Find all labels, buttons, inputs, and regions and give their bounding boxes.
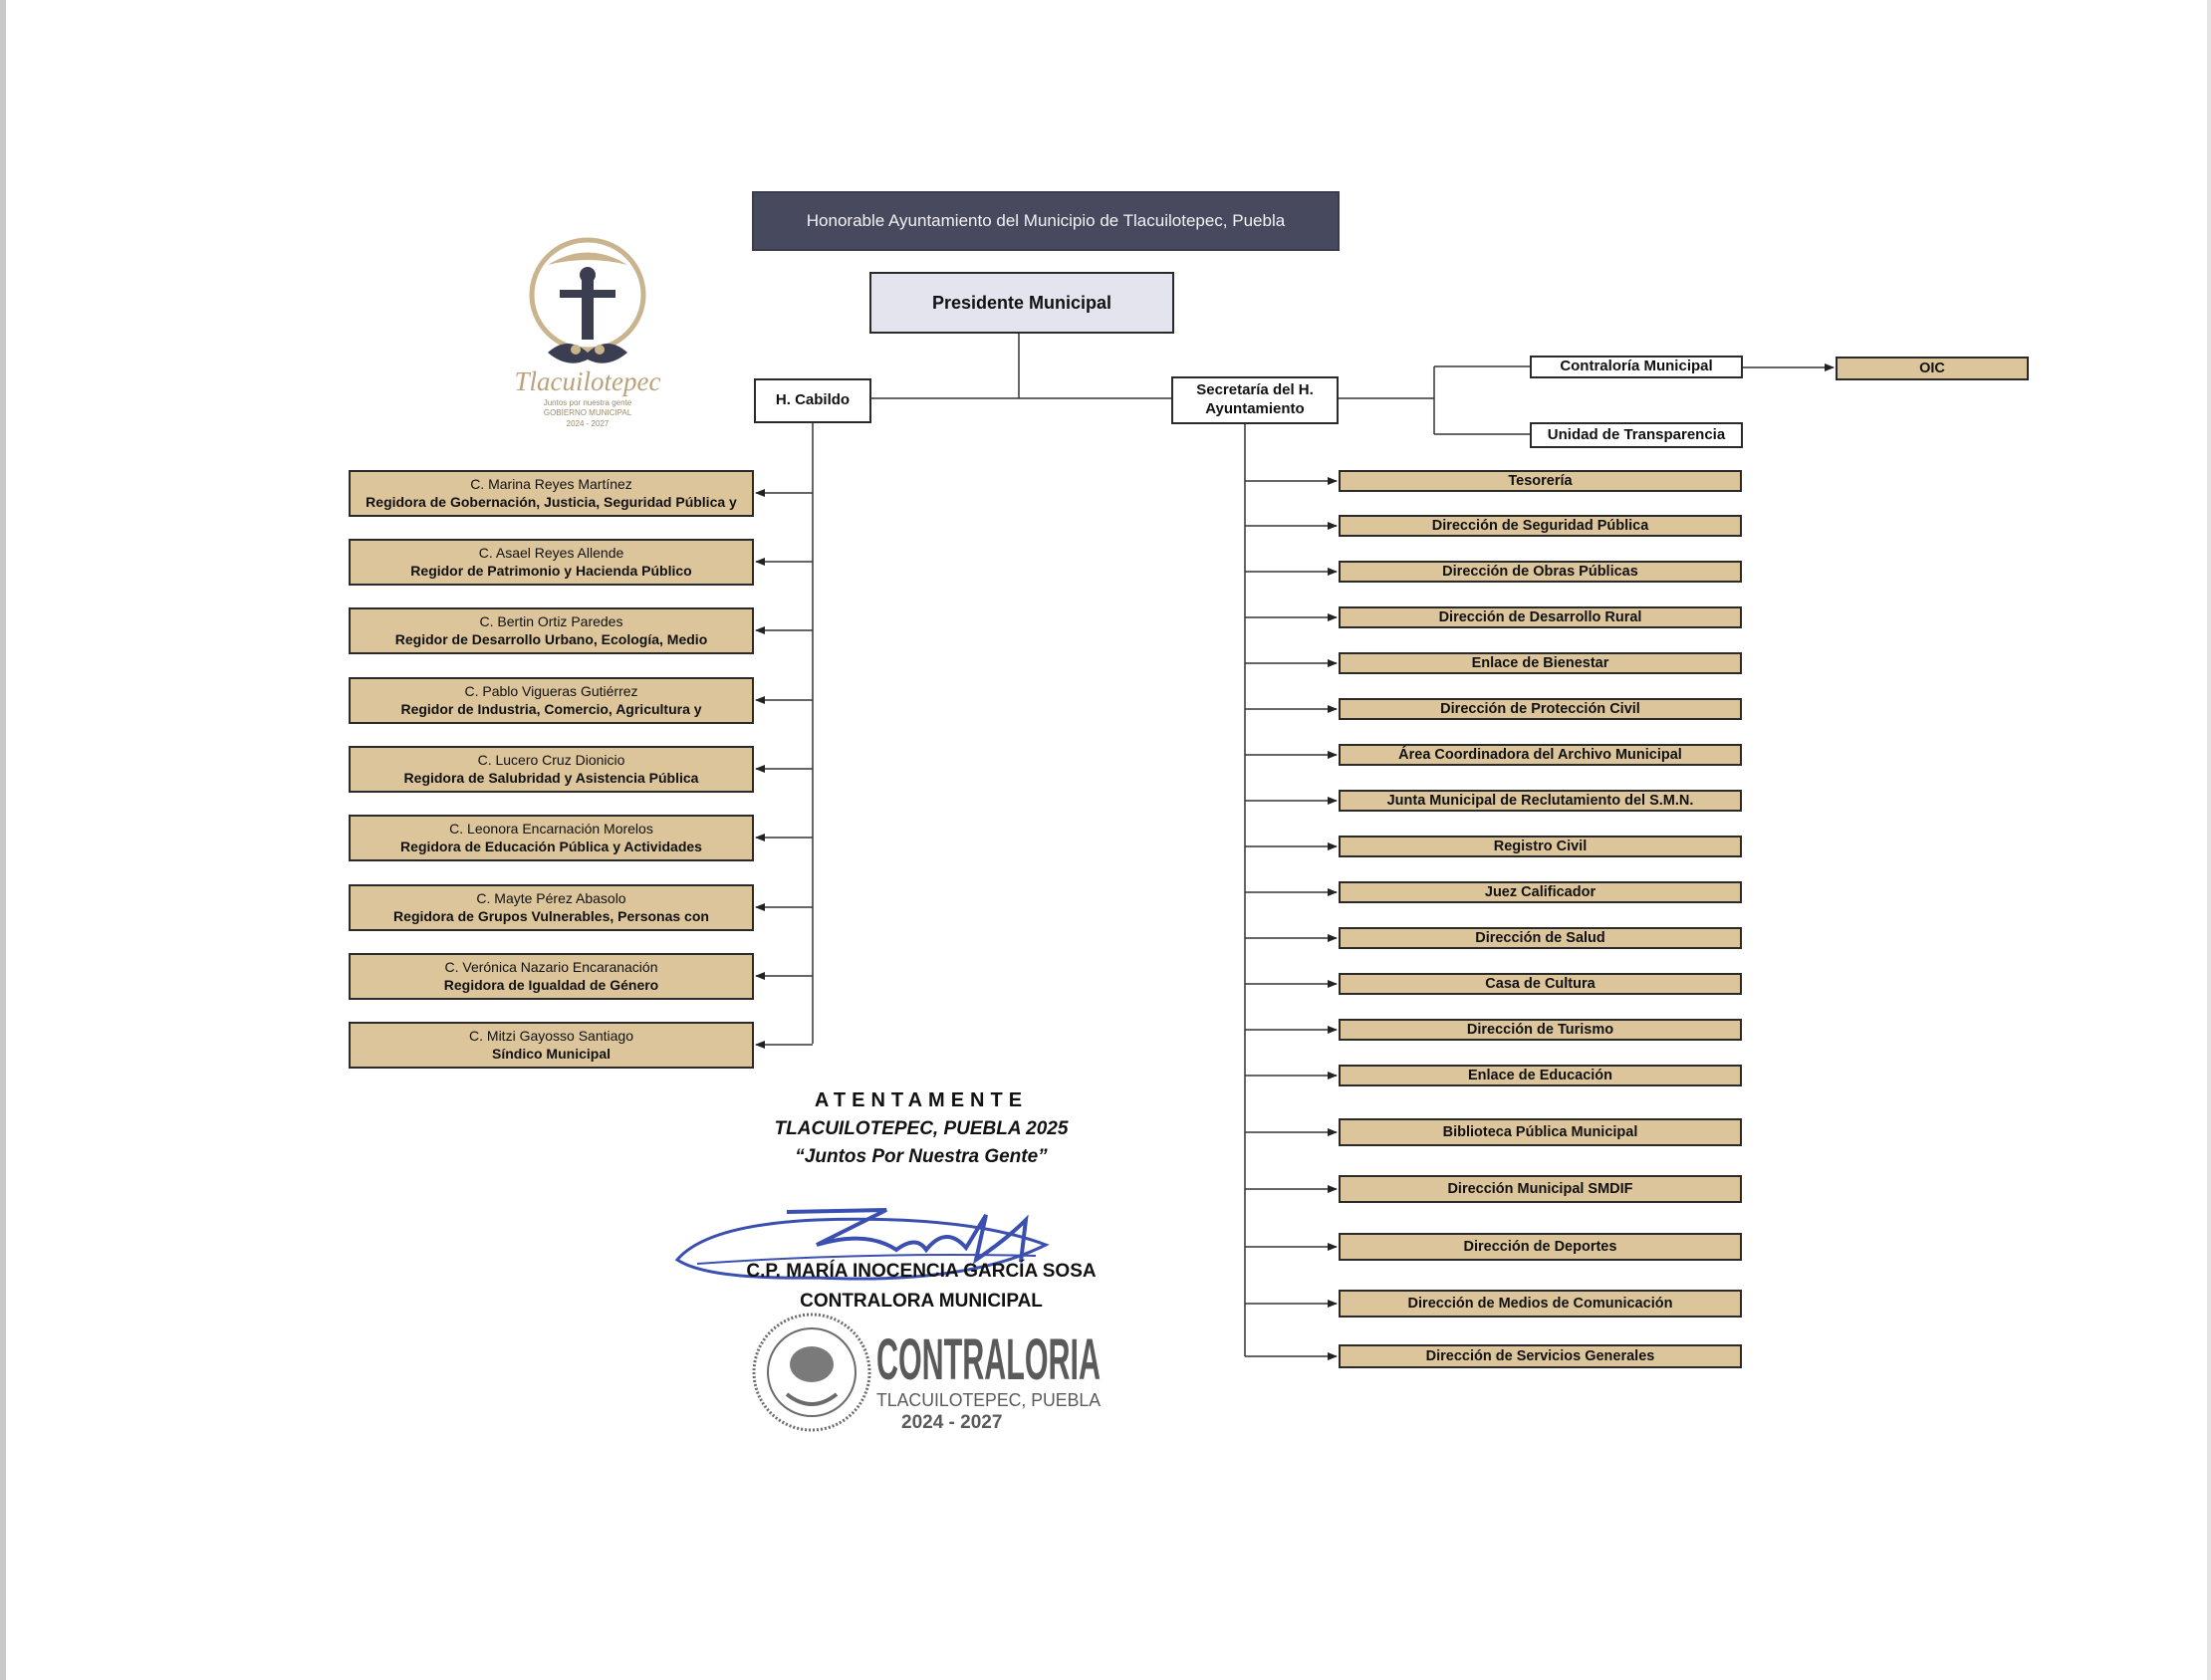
secretaria-node <box>1171 376 1339 424</box>
department-box: Dirección de Desarrollo Rural <box>1339 606 1742 628</box>
cabildo-node: H. Cabildo <box>754 378 871 423</box>
regidor-role: Regidor de Desarrollo Urbano, Ecología, Medio <box>394 630 708 647</box>
svg-text:TLACUILOTEPEC, PUEBLA: TLACUILOTEPEC, PUEBLA <box>876 1390 1101 1410</box>
department-box: Biblioteca Pública Municipal <box>1339 1118 1742 1146</box>
department-box: Dirección de Medios de Comunicación <box>1339 1290 1742 1318</box>
regidor-box <box>349 953 754 1000</box>
regidor-name: C. Leonora Encarnación Morelos <box>449 821 653 837</box>
logo-line2: GOBIERNO MUNICIPAL <box>543 408 632 418</box>
signer-name: C.P. MARÍA INOCENCIA GARCÍA SOSA <box>746 1261 1097 1282</box>
regidor-role: Síndico Municipal <box>491 1045 611 1062</box>
regidor-box <box>349 607 754 654</box>
closing-city: TLACUILOTEPEC, PUEBLA 2025 <box>774 1118 1069 1139</box>
regidor-name: C. Pablo Vigueras Gutiérrez <box>464 683 638 699</box>
department-box: Registro Civil <box>1339 836 1742 857</box>
regidor-name: C. Mayte Pérez Abasolo <box>476 890 626 906</box>
department-box: Dirección Municipal SMDIF <box>1339 1175 1742 1203</box>
logo-wordmark: Tlacuilotepec <box>514 366 661 396</box>
svg-text:CONTRALORIA: CONTRALORIA <box>876 1327 1101 1392</box>
regidor-name: C. Bertin Ortiz Paredes <box>479 613 623 629</box>
department-box: Casa de Cultura <box>1339 973 1742 995</box>
logo-line3: 2024 - 2027 <box>566 418 610 428</box>
department-box: Dirección de Deportes <box>1339 1233 1742 1261</box>
closing-atentamente: ATENTAMENTE <box>814 1089 1029 1111</box>
regidor-name: C. Mitzi Gayosso Santiago <box>469 1028 633 1044</box>
regidor-role: Regidor de Patrimonio y Hacienda Público <box>410 562 692 579</box>
handwritten-signature <box>667 1190 1086 1300</box>
department-box: Área Coordinadora del Archivo Municipal <box>1339 744 1742 766</box>
logo-subtitle <box>488 398 687 429</box>
closing-motto: “Juntos Por Nuestra Gente” <box>795 1146 1048 1167</box>
regidor-box <box>349 677 754 724</box>
regidor-box <box>349 815 754 861</box>
secretaria-line2: Ayuntamiento <box>1205 400 1305 417</box>
president-node: Presidente Municipal <box>869 272 1174 334</box>
signer-role: CONTRALORA MUNICIPAL <box>800 1291 1043 1312</box>
department-box: Tesorería <box>1339 470 1742 492</box>
department-box: Juez Calificador <box>1339 881 1742 903</box>
regidor-box <box>349 470 754 517</box>
regidor-role: Regidora de Salubridad y Asistencia Pública <box>403 769 699 786</box>
regidor-box <box>349 746 754 793</box>
department-box: Dirección de Seguridad Pública <box>1339 515 1742 537</box>
regidor-role: Regidora de Gobernación, Justicia, Seguridad Pública y <box>366 493 737 510</box>
regidor-name: C. Lucero Cruz Dionicio <box>477 752 625 768</box>
regidor-name: C. Marina Reyes Martínez <box>470 476 632 492</box>
department-box: Dirección de Turismo <box>1339 1019 1742 1041</box>
official-stamp <box>747 1305 1106 1434</box>
regidor-role: Regidora de Grupos Vulnerables, Personas con <box>393 907 709 924</box>
secretaria-line1: Secretaría del H. <box>1196 381 1314 399</box>
department-box: Enlace de Bienestar <box>1339 652 1742 674</box>
oic-node: OIC <box>1836 357 2029 380</box>
chart-title: Honorable Ayuntamiento del Municipio de Tlacuilotepec, Puebla <box>752 191 1340 251</box>
regidor-box <box>349 884 754 931</box>
regidor-box <box>349 1022 754 1069</box>
department-box: Enlace de Educación <box>1339 1065 1742 1086</box>
regidor-name: C. Asael Reyes Allende <box>478 545 624 561</box>
department-box: Dirección de Protección Civil <box>1339 698 1742 720</box>
department-box: Dirección de Obras Públicas <box>1339 561 1742 583</box>
regidor-box <box>349 539 754 586</box>
logo-slogan: Juntos por nuestra gente <box>543 398 632 407</box>
transparencia-node: Unidad de Transparencia <box>1530 422 1743 448</box>
regidor-role: Regidor de Industria, Comercio, Agricultura y <box>400 700 702 717</box>
regidor-role: Regidora de Educación Pública y Actividades <box>400 838 702 854</box>
regidor-name: C. Verónica Nazario Encaranación <box>444 959 658 975</box>
department-box: Junta Municipal de Reclutamiento del S.M.N. <box>1339 790 1742 812</box>
regidor-role: Regidora de Igualdad de Género <box>443 976 659 993</box>
svg-text:2024 - 2027: 2024 - 2027 <box>901 1412 1003 1433</box>
department-box: Dirección de Servicios Generales <box>1339 1344 1742 1368</box>
department-box: Dirección de Salud <box>1339 927 1742 949</box>
contraloria-node: Contraloría Municipal <box>1530 356 1743 378</box>
